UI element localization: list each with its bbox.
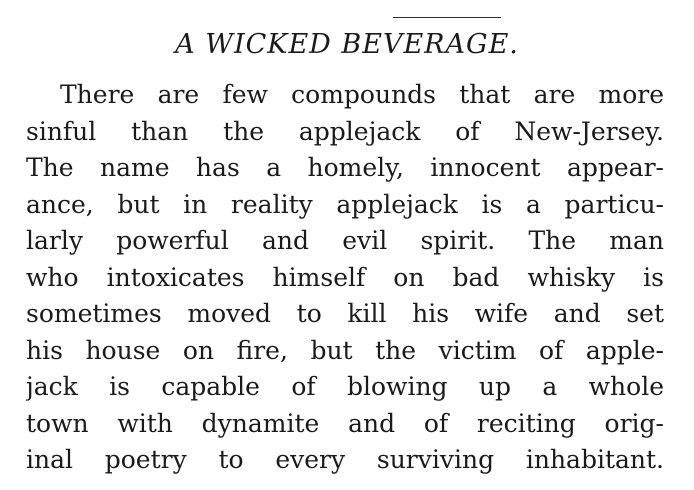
- top-rule: [393, 17, 501, 18]
- article-body: [26, 77, 664, 479]
- article-line: jack is capable of blowing up a whole: [26, 372, 664, 401]
- article-line: The name has a homely, innocent appear-: [26, 153, 664, 182]
- article-line: who intoxicates himself on bad whisky is: [26, 262, 664, 292]
- article-line: larly powerful and evil spirit. The man: [26, 226, 664, 255]
- article-line: sometimes moved to kill his wife and set: [26, 299, 664, 328]
- article-headline: A WICKED BEVERAGE.: [175, 29, 519, 60]
- article-line: There are few compounds that are more: [60, 80, 664, 109]
- article-line: ance, but in reality applejack is a particu-: [26, 189, 664, 219]
- article-line: town with dynamite and of reciting orig-: [26, 408, 664, 438]
- article-line: sinful than the applejack of New-Jersey.: [26, 116, 664, 146]
- article-line: inal poetry to every surviving inhabitant.: [26, 445, 664, 474]
- article-line: his house on fire, but the victim of apple-: [26, 335, 664, 365]
